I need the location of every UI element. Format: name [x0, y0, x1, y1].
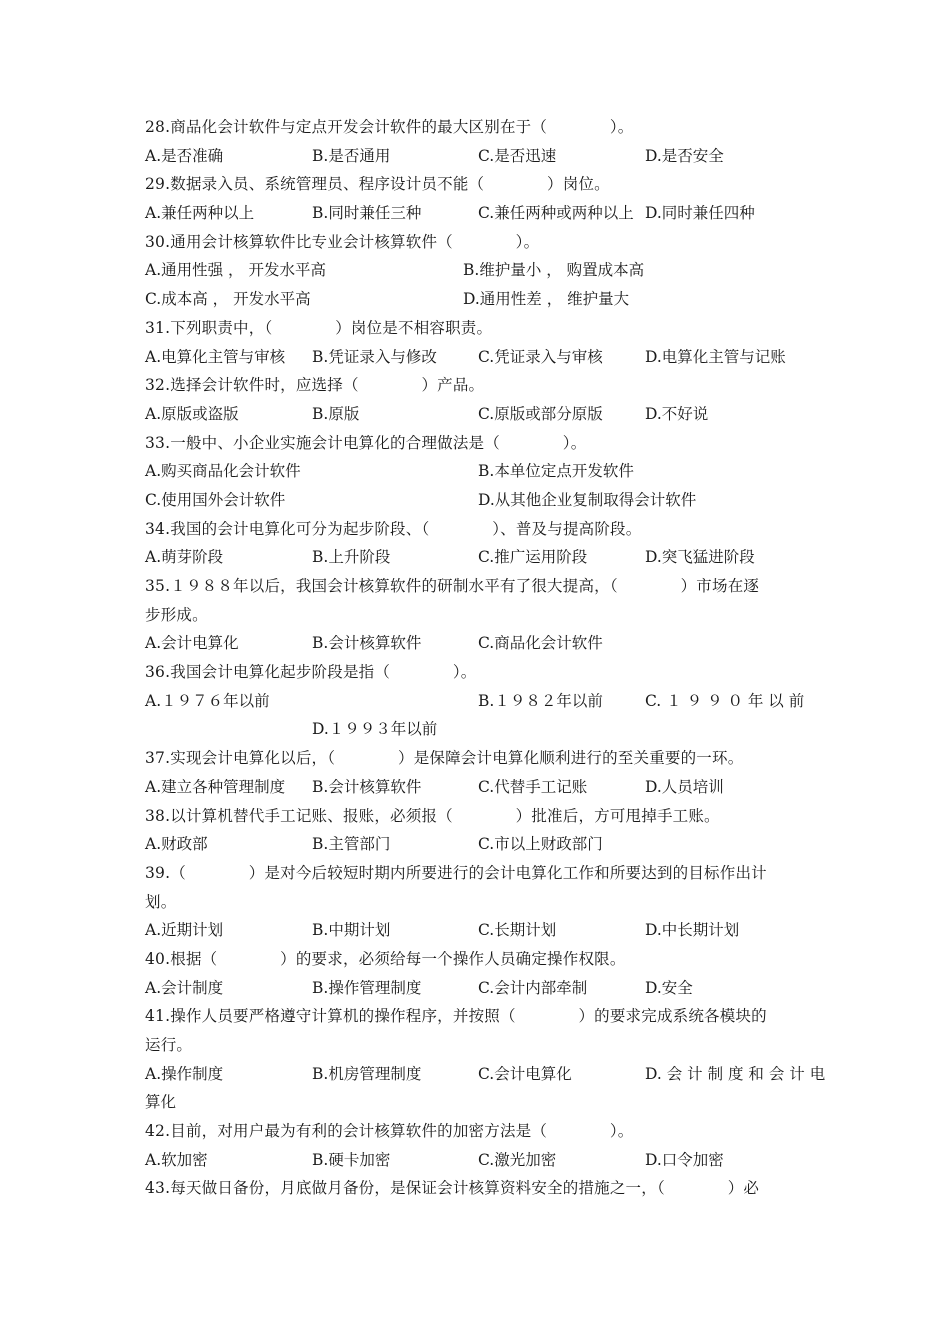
options-28	[145, 142, 815, 171]
option-c: C.激光加密	[478, 1150, 557, 1169]
options-40	[145, 974, 815, 1003]
option-c: C.使用国外会计软件	[145, 490, 286, 509]
option-d: D.１９９３年以前	[312, 720, 438, 739]
question-29: 29.数据录入员、系统管理员、程序设计员不能（ ）岗位。	[145, 175, 610, 194]
question-42: 42.目前，对用户最为有利的会计核算软件的加密方法是（ ）。	[145, 1122, 634, 1141]
question-36: 36.我国会计电算化起步阶段是指（ ）。	[145, 663, 477, 682]
question-40: 40.根据（ ）的要求，必须给每一个操作人员确定操作权限。	[145, 949, 626, 968]
option-a: A.原版或盗版	[145, 404, 239, 423]
option-c: C.会计电算化	[478, 1064, 572, 1083]
option-b: B.机房管理制度	[312, 1064, 422, 1083]
options-42	[145, 1146, 815, 1175]
option-c: C.凭证录入与审核	[478, 347, 603, 366]
option-d: D. 会 计 制 度 和 会 计 电	[645, 1064, 826, 1083]
option-d: D.安全	[645, 978, 693, 997]
question-35-cont: 步形成。	[145, 605, 208, 624]
option-a: A.会计制度	[145, 978, 224, 997]
option-c: C.成本高 ， 开发水平高	[145, 290, 311, 309]
options-35	[145, 629, 815, 658]
option-b: B.是否通用	[312, 146, 391, 165]
question-43: 43.每天做日备份，月底做月备份，是保证会计核算资料安全的措施之一，（ ）必	[145, 1179, 760, 1198]
option-c: C.会计内部牵制	[478, 978, 588, 997]
option-c: C.代替手工记账	[478, 777, 588, 796]
question-35: 35.１９８８年以后，我国会计核算软件的研制水平有了很大提高，（ ）市场在逐	[145, 577, 760, 595]
option-a: A.电算化主管与审核	[145, 347, 286, 366]
option-d: D.是否安全	[645, 146, 724, 165]
option-d: D.通用性差 ， 维护量大	[463, 290, 630, 309]
option-b: B.上升阶段	[312, 548, 391, 567]
option-b: B.１９８２年以前	[478, 691, 603, 710]
question-39-cont: 划。	[145, 892, 177, 911]
question-30: 30.通用会计核算软件比专业会计核算软件（ ）。	[145, 232, 540, 251]
option-b: B.主管部门	[312, 835, 391, 854]
option-d: D.不好说	[645, 404, 709, 423]
option-c: C.是否迅速	[478, 146, 557, 165]
option-a: A.１９７６年以前	[145, 691, 270, 710]
option-c: C.长期计划	[478, 921, 557, 940]
option-c: C.推广运用阶段	[478, 548, 588, 567]
option-d: D.电算化主管与记账	[645, 347, 786, 366]
option-c: C. １ ９ ９ ０ 年 以 前	[645, 691, 805, 710]
option-a: A.购买商品化会计软件	[145, 462, 301, 481]
option-a: A.建立各种管理制度	[145, 777, 286, 796]
option-a: A.是否准确	[145, 146, 224, 165]
question-32: 32.选择会计软件时，应选择（ ）产品。	[145, 376, 485, 395]
option-b: B.操作管理制度	[312, 978, 422, 997]
option-d: D.中长期计划	[645, 921, 740, 940]
options-37	[145, 773, 815, 802]
options-33-cd	[145, 486, 815, 515]
option-c: C.兼任两种或两种以上	[478, 204, 634, 223]
option-b: B.会计核算软件	[312, 634, 422, 653]
option-d: D.人员培训	[645, 777, 724, 796]
option-b: B.凭证录入与修改	[312, 347, 437, 366]
options-38	[145, 830, 815, 859]
option-c: C.市以上财政部门	[478, 835, 603, 854]
option-a: A.近期计划	[145, 921, 224, 940]
options-39	[145, 916, 815, 945]
option-c: C.商品化会计软件	[478, 634, 603, 653]
option-b: B.原版	[312, 404, 360, 423]
option-d: D.口令加密	[645, 1150, 724, 1169]
options-36-abc	[145, 687, 815, 716]
option-a: A.操作制度	[145, 1064, 224, 1083]
question-39: 39.（ ）是对今后较短时期内所要进行的会计电算化工作和所要达到的目标作出计	[145, 863, 767, 882]
question-33: 33.一般中、小企业实施会计电算化的合理做法是（ ）。	[145, 433, 587, 452]
option-a: A.会计电算化	[145, 634, 239, 653]
question-38: 38.以计算机替代手工记账、报账，必须报（ ）批准后，方可甩掉手工账。	[145, 806, 720, 825]
option-c: C.原版或部分原版	[478, 404, 603, 423]
option-a: A.通用性强 ， 开发水平高	[145, 261, 326, 280]
option-b: B.中期计划	[312, 921, 391, 940]
options-29	[145, 199, 815, 228]
option-b: B.会计核算软件	[312, 777, 422, 796]
option-b: B.硬卡加密	[312, 1150, 391, 1169]
option-b: B.同时兼任三种	[312, 204, 422, 223]
options-31	[145, 343, 815, 372]
question-41: 41.操作人员要严格遵守计算机的操作程序，并按照（ ）的要求完成系统各模块的	[145, 1007, 767, 1026]
option-b: B.维护量小 ， 购置成本高	[463, 261, 645, 280]
option-b: B.本单位定点开发软件	[478, 462, 634, 481]
option-a: A.财政部	[145, 835, 208, 854]
options-30-cd	[145, 285, 815, 314]
exam-document	[145, 113, 826, 1203]
options-30-ab	[145, 256, 815, 285]
option-a: A.兼任两种以上	[145, 204, 255, 223]
question-28: 28.商品化会计软件与定点开发会计软件的最大区别在于（ ）。	[145, 118, 634, 136]
option-d: D.突飞猛进阶段	[645, 548, 755, 567]
options-32	[145, 400, 815, 429]
options-41	[145, 1060, 826, 1089]
question-34: 34.我国的会计电算化可分为起步阶段、（ ）、普及与提高阶段。	[145, 519, 642, 538]
option-a: A.软加密	[145, 1150, 208, 1169]
question-31: 31.下列职责中，（ ）岗位是不相容职责。	[145, 318, 493, 337]
option-d: D.同时兼任四种	[645, 204, 755, 223]
option-d: D.从其他企业复制取得会计软件	[478, 490, 697, 509]
options-33-ab	[145, 457, 815, 486]
question-37: 37.实现会计电算化以后，（ ）是保障会计电算化顺利进行的至关重要的一环。	[145, 749, 744, 768]
options-41-cont: 算化	[145, 1093, 177, 1112]
options-34	[145, 543, 815, 572]
option-a: A.萌芽阶段	[145, 548, 224, 567]
question-41-cont: 运行。	[145, 1036, 193, 1054]
options-36-d	[145, 715, 815, 744]
